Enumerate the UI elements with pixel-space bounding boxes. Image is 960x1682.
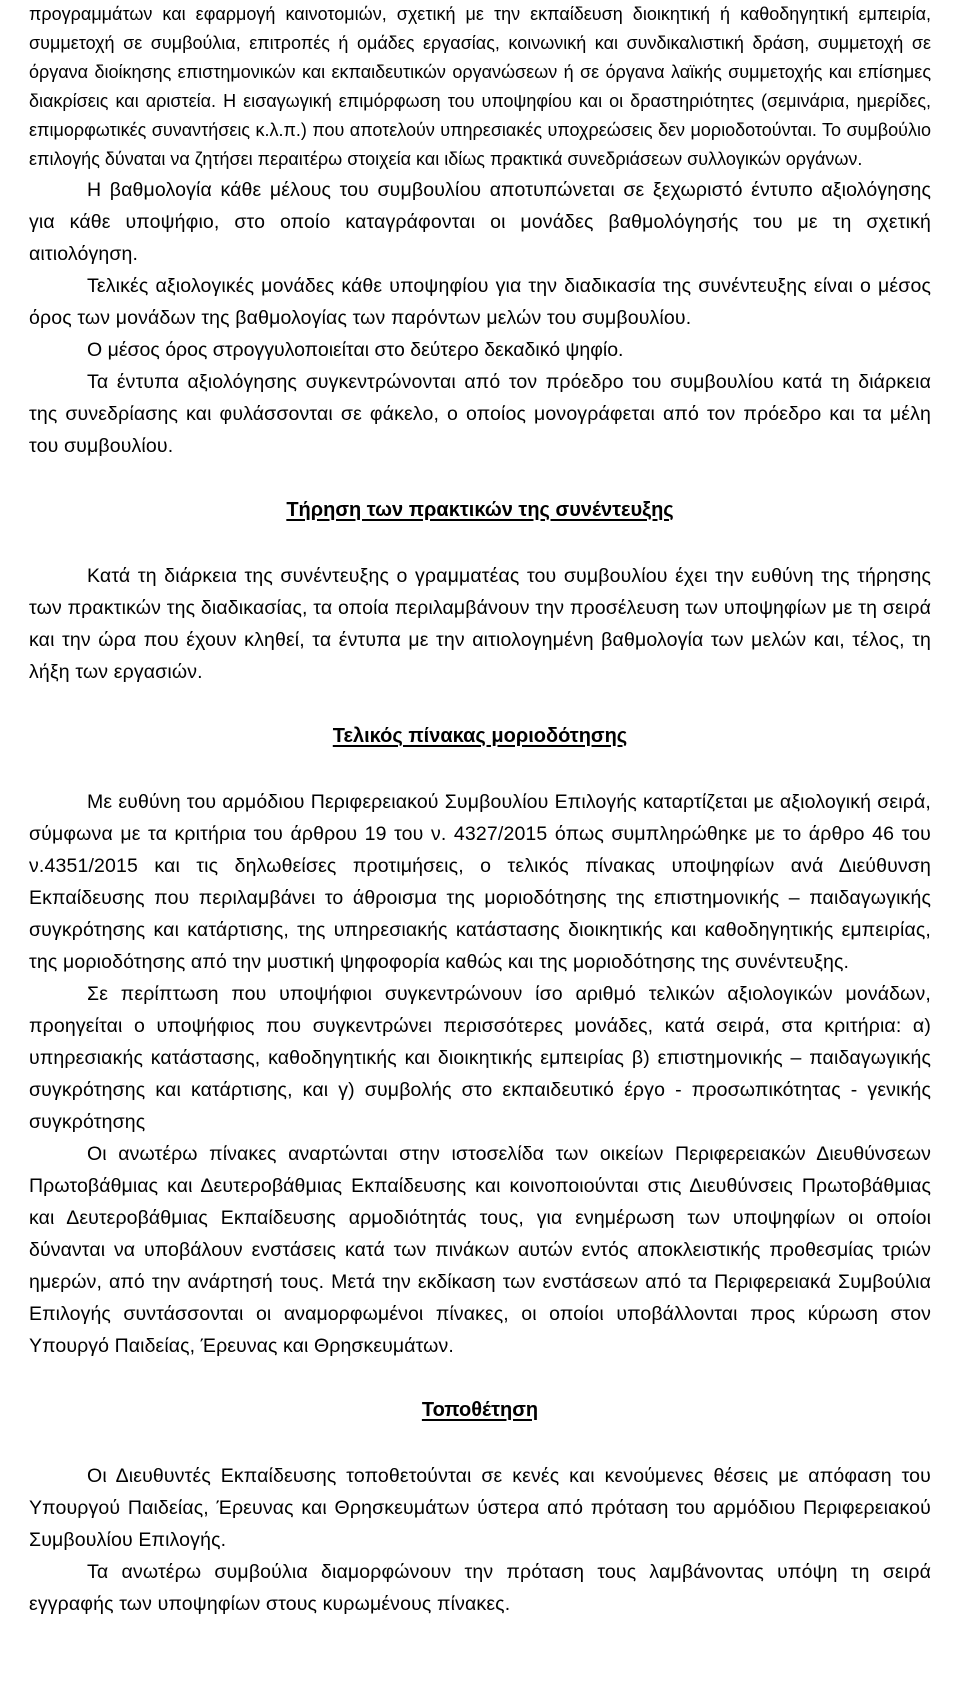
minutes-section — [29, 494, 931, 688]
ranking-section — [29, 720, 931, 1362]
tie-break-paragraph: Σε περίπτωση που υποψήφιοι συγκεντρώνουν ίσο αριθμό τελικών αξιολογικών μονάδων, προηγείται ο υποψήφιος που συγκεντρώνει περισσότερες μονάδες, κατά σειρά, στα κριτήρια: α) υπηρεσιακής κατάστασης, καθοδηγητικής και διοικητικής εμπειρίας β) επιστημονικής – παιδαγωγικής συγκρότησης και κατάρτισης, και γ) συμβολής στο εκπαιδευτικό έργο - προσωπικότητας - γενικής συγκρότησης — [29, 983, 931, 1133]
placement-heading: Τοποθέτηση — [421, 1399, 539, 1421]
spacer — [29, 1362, 931, 1394]
spacer — [29, 526, 931, 560]
interview-criteria-section — [29, 0, 931, 462]
objections-paragraph: Οι ανωτέρω πίνακες αναρτώνται στην ιστοσελίδα των οικείων Περιφερειακών Διευθύνσεων Πρωτοβάθμιας και Δευτεροβάθμιας Εκπαίδευσης και κοινοποιούνται στις Διευθύνσεις Πρωτοβάθμιας και Δευτεροβάθμιας Εκπαίδευσης αρμοδιότητάς τους, για ενημέρωση των υποψηφίων οι οποίοι δύνανται να υποβάλουν ενστάσεις κατά των πινάκων αυτών εντός αποκλειστικής προθεσμίας τριών ημερών, από την ανάρτησή τους. Μετά την εκδίκαση των ενστάσεων από τα Περιφερειακά Συμβούλια Επιλογής συντάσσονται οι αναμορφωμένοι πίνακες, οι οποίοι υποβάλλονται προς κύρωση στον Υπουργό Παιδείας, Έρευνας και Θρησκευμάτων. — [29, 1143, 931, 1357]
spacer — [29, 1426, 931, 1460]
placement-paragraph: Οι Διευθυντές Εκπαίδευσης τοποθετούνται σε κενές και κενούμενες θέσεις με απόφαση του Υπουργού Παιδείας, Έρευνας και Θρησκευμάτων ύστερα από πρόταση του αρμόδιου Περιφερειακού Συμβουλίου Επιλογής. — [29, 1465, 931, 1551]
sheets-collection-paragraph: Τα έντυπα αξιολόγησης συγκεντρώνονται από τον πρόεδρο του συμβουλίου κατά τη διάρκεια της συνεδρίασης και φυλάσσονται σε φάκελο, ο οποίος μονογράφεται από τον πρόεδρο και τα μέλη του συμβουλίου. — [29, 371, 931, 457]
placement-proposal-paragraph: Τα ανωτέρω συμβούλια διαμορφώνουν την πρόταση τους λαμβάνοντας υπόψη τη σειρά εγγραφής των υποψηφίων στους κυρωμένους πίνακες. — [29, 1561, 931, 1615]
spacer — [29, 752, 931, 786]
minutes-paragraph: Κατά τη διάρκεια της συνέντευξης ο γραμματέας του συμβουλίου έχει την ευθύνη της τήρησης των πρακτικών της διαδικασίας, τα οποία περιλαμβάνουν την προσέλευση των υποψηφίων με τη σειρά και την ώρα που έχουν κληθεί, τα έντυπα με την αιτιολογημένη βαθμολογία των μελών και, τέλος, τη λήξη των εργασιών. — [29, 565, 931, 683]
criteria-paragraph: προγραμμάτων και εφαρμογή καινοτομιών, σχετική με την εκπαίδευση διοικητική ή καθοδηγητική εμπειρία, συμμετοχή σε συμβούλια, επιτροπές ή ομάδες εργασίας, κοινωνική και συνδικαλιστική δράση, συμμετοχή σε όργανα διοίκησης επιστημονικών και εκπαιδευτικών οργανώσεων ή σε όργανα λαϊκής συμμετοχής και επίσημες διακρίσεις και αριστεία. Η εισαγωγική επιμόρφωση του υποψηφίου και οι δραστηριότητες (σεμινάρια, ημερίδες, επιμορφωτικές συναντήσεις κ.λ.π.) που αποτελούν υπηρεσιακές υποχρεώσεις δεν μοριοδοτούνται. Το συμβούλιο επιλογής δύναται να ζητήσει περαιτέρω στοιχεία και ιδίως πρακτικά συνεδριάσεων συλλογικών οργάνων. — [29, 4, 931, 169]
minutes-heading: Τήρηση των πρακτικών της συνέντευξης — [286, 499, 674, 521]
ranking-heading: Τελικός πίνακας μοριοδότησης — [332, 725, 628, 747]
spacer — [29, 688, 931, 720]
rounding-paragraph: Ο μέσος όρος στρογγυλοποιείται στο δεύτερο δεκαδικό ψηφίο. — [87, 339, 624, 361]
spacer — [29, 462, 931, 494]
final-score-paragraph: Τελικές αξιολογικές μονάδες κάθε υποψηφίου για την διαδικασία της συνέντευξης είναι ο μέσος όρος των μονάδων της βαθμολογίας των παρόντων μελών του συμβουλίου. — [29, 275, 931, 329]
scoring-sheet-paragraph: Η βαθμολογία κάθε μέλους του συμβουλίου αποτυπώνεται σε ξεχωριστό έντυπο αξιολόγησης για κάθε υποψήφιο, στο οποίο καταγράφονται οι μονάδες βαθμολόγησής του με τη σχετική αιτιολόγηση. — [29, 179, 931, 265]
ranking-paragraph: Με ευθύνη του αρμόδιου Περιφερειακού Συμβουλίου Επιλογής καταρτίζεται με αξιολογική σειρά, σύμφωνα με τα κριτήρια του άρθρου 19 του ν. 4327/2015 όπως συμπληρώθηκε με το άρθρο 46 του ν.4351/2015 και τις δηλωθείσες προτιμήσεις, ο τελικός πίνακας υποψηφίων ανά Διεύθυνση Εκπαίδευσης που περιλαμβάνει το άθροισμα της μοριοδότησης της επιστημονικής – παιδαγωγικής συγκρότησης και κατάρτισης, της υπηρεσιακής κατάστασης διοικητικής και καθοδηγητικής εμπειρίας, της μοριοδότησης από την μυστική ψηφοφορία καθώς και της μοριοδότησης της συνέντευξης. — [29, 791, 931, 973]
placement-section — [29, 1394, 931, 1620]
